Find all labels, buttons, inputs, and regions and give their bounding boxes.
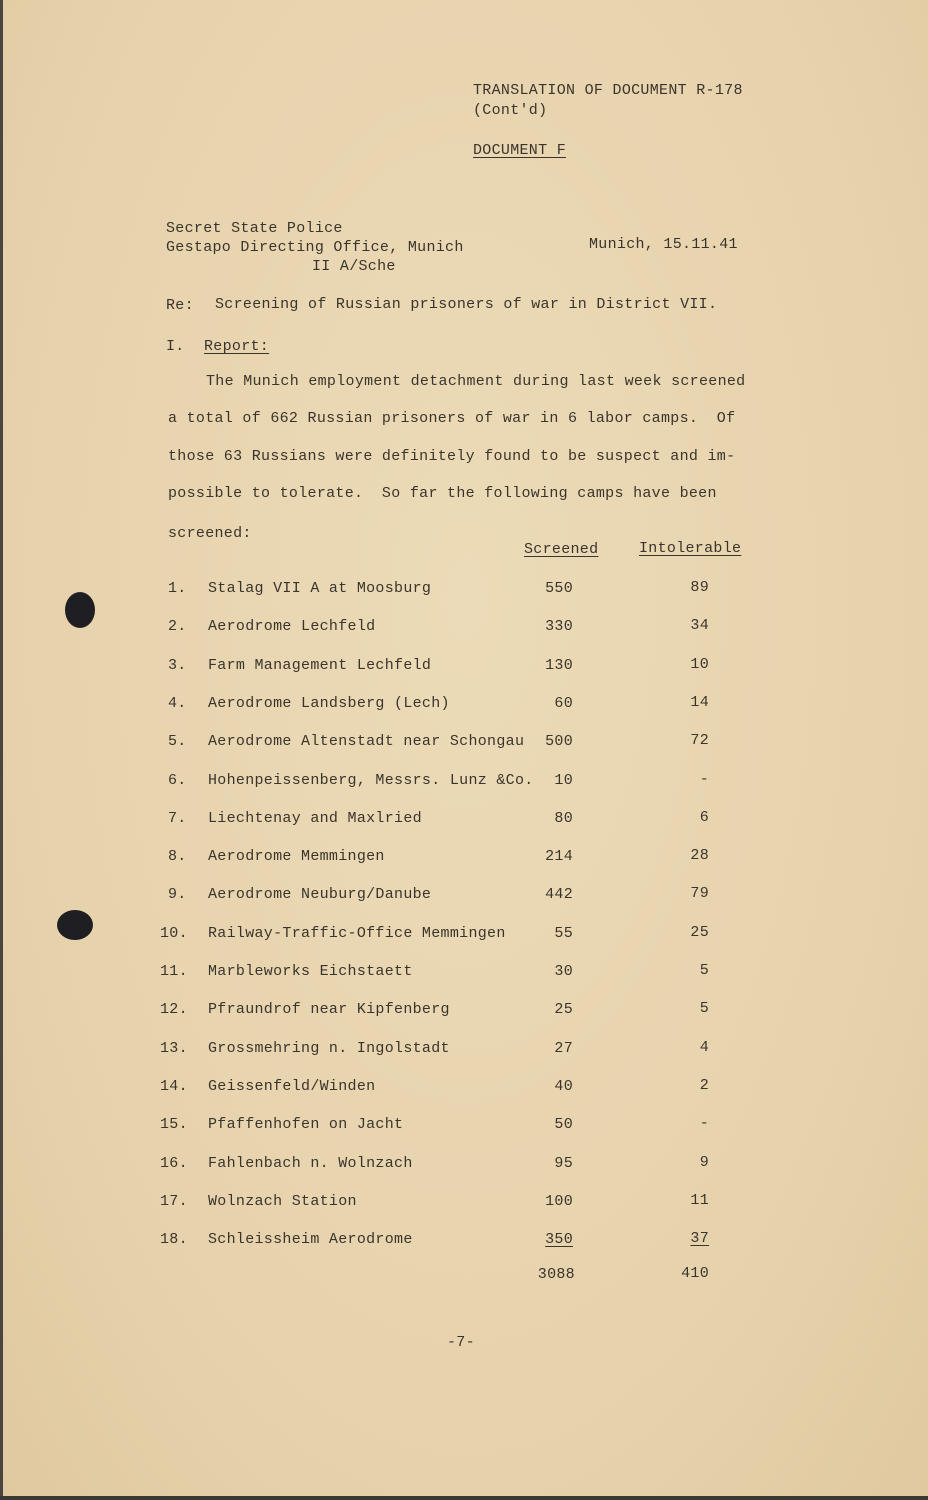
document-page — [3, 0, 928, 1496]
row-screened: 55 — [554, 925, 573, 942]
row-screened: 350 — [545, 1231, 573, 1248]
row-camp-name: Aerodrome Lechfeld — [208, 618, 376, 635]
row-camp-name: Pfraundrof near Kipfenberg — [208, 1001, 450, 1018]
row-intolerable: - — [699, 1115, 709, 1132]
row-camp-name: Wolnzach Station — [208, 1193, 357, 1210]
row-camp-name: Aerodrome Neuburg/Danube — [208, 886, 432, 903]
row-screened: 27 — [554, 1040, 573, 1057]
row-intolerable: 14 — [690, 694, 709, 711]
row-intolerable: 9 — [699, 1154, 709, 1171]
row-index: 16. — [160, 1155, 188, 1172]
body-line: those 63 Russians were definitely found to be suspect and im- — [168, 448, 736, 465]
subject-prefix: Re: — [166, 297, 194, 314]
row-index: 11. — [160, 963, 188, 980]
row-index: 5. — [168, 733, 187, 750]
row-camp-name: Hohenpeissenberg, Messrs. Lunz &Co. — [208, 772, 534, 789]
row-camp-name: Grossmehring n. Ingolstadt — [208, 1040, 450, 1057]
row-intolerable: 89 — [690, 579, 709, 596]
row-camp-name: Farm Management Lechfeld — [208, 657, 432, 674]
row-intolerable: 79 — [690, 885, 709, 902]
column-header-intolerable: Intolerable — [639, 540, 742, 557]
row-screened: 50 — [554, 1116, 573, 1133]
row-index: 1. — [168, 580, 187, 597]
body-line: possible to tolerate. So far the following camps have been — [168, 485, 717, 502]
row-camp-name: Aerodrome Memmingen — [208, 848, 385, 865]
page-bottom-edge — [0, 1496, 928, 1500]
translation-subtitle: (Cont'd) — [473, 102, 548, 119]
row-screened: 550 — [545, 580, 573, 597]
body-line: The Munich employment detachment during last week screened — [206, 373, 746, 390]
document-label: DOCUMENT F — [473, 142, 567, 159]
row-camp-name: Aerodrome Altenstadt near Schongau — [208, 733, 525, 750]
body-line: screened: — [168, 525, 252, 542]
section-heading: Report: — [204, 338, 270, 355]
row-index: 10. — [160, 925, 188, 942]
row-camp-name: Geissenfeld/Winden — [208, 1078, 376, 1095]
translation-title: TRANSLATION OF DOCUMENT R-178 — [473, 82, 743, 99]
row-index: 7. — [168, 810, 187, 827]
row-screened: 25 — [554, 1001, 573, 1018]
row-index: 2. — [168, 618, 187, 635]
row-index: 8. — [168, 848, 187, 865]
row-screened: 130 — [545, 657, 573, 674]
row-screened: 500 — [545, 733, 573, 750]
row-intolerable: 28 — [690, 847, 709, 864]
row-index: 17. — [160, 1193, 188, 1210]
row-intolerable: 34 — [690, 617, 709, 634]
row-screened: 30 — [554, 963, 573, 980]
row-intolerable: 5 — [699, 1000, 709, 1017]
row-screened: 330 — [545, 618, 573, 635]
sender-line-2: Gestapo Directing Office, Munich — [166, 239, 464, 256]
row-index: 3. — [168, 657, 187, 674]
row-screened: 95 — [554, 1155, 573, 1172]
row-camp-name: Aerodrome Landsberg (Lech) — [208, 695, 450, 712]
column-header-screened: Screened — [524, 541, 599, 558]
row-index: 6. — [168, 772, 187, 789]
total-intolerable: 410 — [681, 1265, 709, 1282]
row-intolerable: 2 — [699, 1077, 709, 1094]
punch-hole-bottom — [57, 910, 93, 940]
row-screened: 214 — [545, 848, 573, 865]
row-camp-name: Stalag VII A at Moosburg — [208, 580, 432, 597]
row-screened: 100 — [545, 1193, 573, 1210]
row-camp-name: Railway-Traffic-Office Memmingen — [208, 925, 506, 942]
row-index: 4. — [168, 695, 187, 712]
row-screened: 80 — [554, 810, 573, 827]
row-camp-name: Marbleworks Eichstaett — [208, 963, 413, 980]
row-intolerable: 72 — [690, 732, 709, 749]
row-index: 13. — [160, 1040, 188, 1057]
row-intolerable: 10 — [690, 656, 709, 673]
row-intolerable: 25 — [690, 924, 709, 941]
row-camp-name: Liechtenay and Maxlried — [208, 810, 422, 827]
row-intolerable: 4 — [699, 1039, 709, 1056]
subject-text: Screening of Russian prisoners of war in District VII. — [215, 296, 718, 313]
row-screened: 60 — [554, 695, 573, 712]
row-intolerable: 5 — [699, 962, 709, 979]
row-intolerable: 11 — [690, 1192, 709, 1209]
row-screened: 40 — [554, 1078, 573, 1095]
place-date: Munich, 15.11.41 — [589, 236, 738, 253]
sender-line-1: Secret State Police — [166, 220, 343, 237]
sender-line-3: II A/Sche — [312, 258, 396, 275]
row-index: 18. — [160, 1231, 188, 1248]
row-camp-name: Fahlenbach n. Wolnzach — [208, 1155, 413, 1172]
row-index: 14. — [160, 1078, 188, 1095]
row-camp-name: Pfaffenhofen on Jacht — [208, 1116, 404, 1133]
row-intolerable: 37 — [690, 1230, 709, 1247]
punch-hole-top — [65, 592, 95, 628]
section-numeral: I. — [166, 338, 185, 355]
row-screened: 442 — [545, 886, 573, 903]
row-screened: 10 — [554, 772, 573, 789]
row-camp-name: Schleissheim Aerodrome — [208, 1231, 413, 1248]
page-number: -7- — [447, 1334, 475, 1351]
row-index: 15. — [160, 1116, 188, 1133]
total-screened: 3088 — [537, 1266, 575, 1283]
row-index: 12. — [160, 1001, 188, 1018]
row-intolerable: 6 — [699, 809, 709, 826]
row-intolerable: - — [699, 771, 709, 788]
body-line: a total of 662 Russian prisoners of war in 6 labor camps. Of — [168, 410, 736, 427]
row-index: 9. — [168, 886, 187, 903]
